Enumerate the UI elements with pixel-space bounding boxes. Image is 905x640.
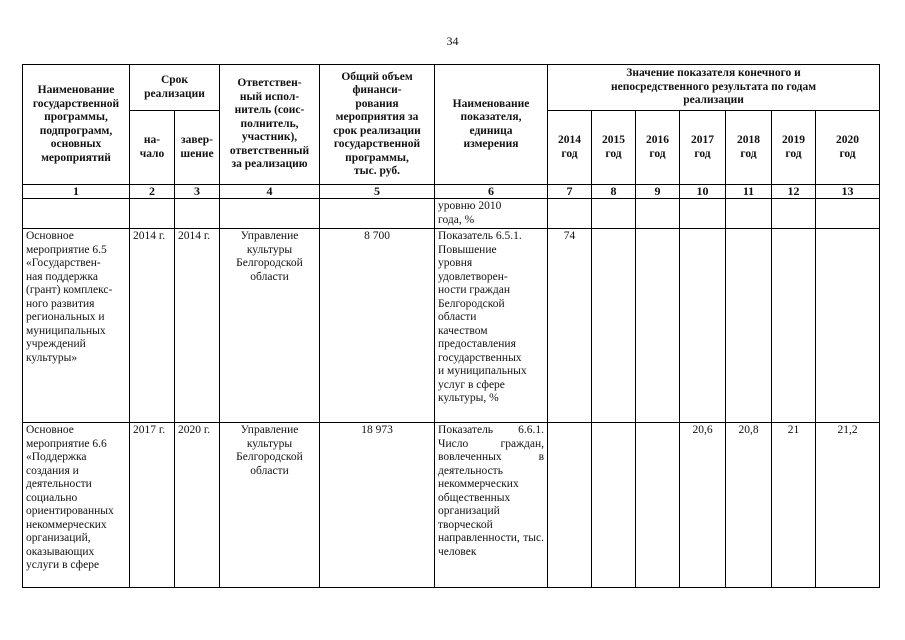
indicator-cell: Показатель 6.6.1. Число граждан, вовлеченных в деятельность некоммерческих общественных организаций творческой направленности, тыс. человек <box>435 423 548 588</box>
value-cell-2015 <box>592 229 636 423</box>
header-values-group: Значение показателя конечного и непосредственного результата по годам реализации <box>548 65 880 111</box>
value-cell-2015 <box>592 423 636 588</box>
value-cell-2014: 74 <box>548 229 592 423</box>
value-cell-2020: 21,2 <box>816 423 880 588</box>
executor-cell: Управление культуры Белгородской области <box>220 229 320 423</box>
column-number: 6 <box>435 185 548 199</box>
value-cell-2017: 20,6 <box>680 423 726 588</box>
value-cell-2019 <box>772 229 816 423</box>
value-cell-2016 <box>636 423 680 588</box>
funding-cell: 8 700 <box>320 229 435 423</box>
header-funding: Общий объем финанси- рования мероприятия за срок реализации государственной программы, тыс. руб. <box>320 65 435 185</box>
measure-name-cell: Основное мероприятие 6.5 «Государствен- ная поддержка (грант) комплекс- ного развития региональных и муниципальных учреждений культуры» <box>23 229 130 423</box>
column-number: 5 <box>320 185 435 199</box>
header-indicator: Наименование показателя, единица измерения <box>435 65 548 185</box>
header-year-2020: 2020 год <box>816 111 880 185</box>
measure-name-cell: Основное мероприятие 6.6 «Поддержка создания и деятельности социально ориентированных некоммерческих организаций, оказывающих услуги в сфере <box>23 423 130 588</box>
column-number: 4 <box>220 185 320 199</box>
table-row <box>23 229 880 423</box>
header-executor: Ответствен- ный испол- нитель (соис- полнитель, участник), ответственный за реализацию <box>220 65 320 185</box>
column-number: 7 <box>548 185 592 199</box>
header-year-2018: 2018 год <box>726 111 772 185</box>
header-year-2014: 2014 год <box>548 111 592 185</box>
end-cell: 2020 г. <box>175 423 220 588</box>
value-cell-2018 <box>726 229 772 423</box>
indicator-cell: Показатель 6.5.1. Повышение уровня удовлетворен- ности граждан Белгородской области качеством предоставления государственных и муниципальных услуг в сфере культуры, % <box>435 229 548 423</box>
value-cell-2019: 21 <box>772 423 816 588</box>
value-cell-2018: 20,8 <box>726 423 772 588</box>
indicator-cell: уровню 2010 года, % <box>435 199 548 229</box>
start-cell: 2017 г. <box>130 423 175 588</box>
continuation-row <box>23 199 880 229</box>
column-number: 10 <box>680 185 726 199</box>
column-number: 3 <box>175 185 220 199</box>
end-cell: 2014 г. <box>175 229 220 423</box>
header-year-2017: 2017 год <box>680 111 726 185</box>
header-start: на- чало <box>130 111 175 185</box>
funding-cell: 18 973 <box>320 423 435 588</box>
column-number: 11 <box>726 185 772 199</box>
value-cell-2014 <box>548 423 592 588</box>
column-number: 8 <box>592 185 636 199</box>
value-cell-2017 <box>680 229 726 423</box>
header-row-1 <box>23 65 880 111</box>
column-number: 2 <box>130 185 175 199</box>
header-program-name: Наименование государственной программы, подпрограмм, основных мероприятий <box>23 65 130 185</box>
column-number: 9 <box>636 185 680 199</box>
column-number: 12 <box>772 185 816 199</box>
value-cell-2016 <box>636 229 680 423</box>
page-number: 34 <box>446 34 459 48</box>
column-number: 13 <box>816 185 880 199</box>
table-row <box>23 423 880 588</box>
header-year-2015: 2015 год <box>592 111 636 185</box>
header-year-2019: 2019 год <box>772 111 816 185</box>
header-end: завер- шение <box>175 111 220 185</box>
header-term: Срок реализации <box>130 65 220 111</box>
value-cell-2020 <box>816 229 880 423</box>
program-table <box>22 64 880 588</box>
executor-cell: Управление культуры Белгородской области <box>220 423 320 588</box>
start-cell: 2014 г. <box>130 229 175 423</box>
header-year-2016: 2016 год <box>636 111 680 185</box>
column-number: 1 <box>23 185 130 199</box>
column-number-row <box>23 185 880 199</box>
